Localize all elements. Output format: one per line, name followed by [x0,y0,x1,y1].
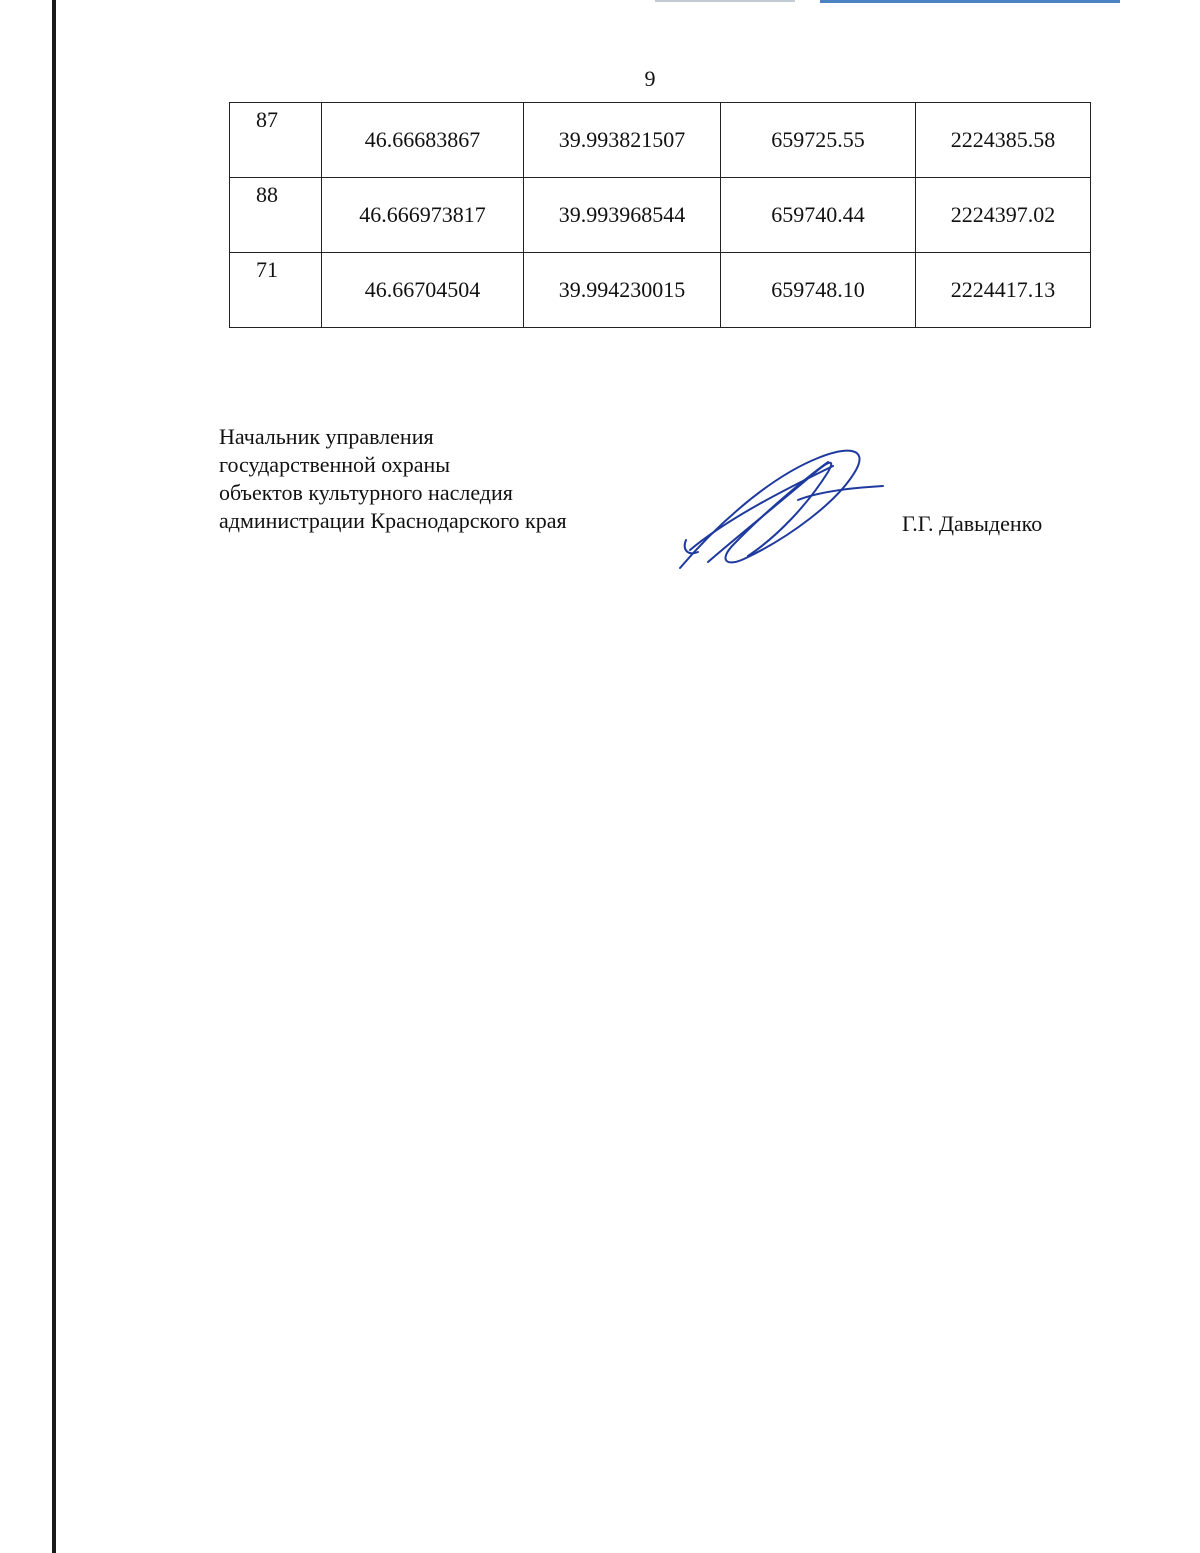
scan-edge-mark-faint [655,0,795,2]
title-line: государственной охраны [219,452,451,477]
point-number: 71 [230,253,322,328]
table-cell: 2224417.13 [916,253,1091,328]
table-cell: 2224397.02 [916,178,1091,253]
table-cell: 659725.55 [721,103,916,178]
point-number: 88 [230,178,322,253]
scan-border [52,0,56,1553]
page-number: 9 [644,66,656,91]
table-cell: 46.666973817 [322,178,524,253]
scan-edge-mark [820,0,1120,3]
title-line: объектов культурного наследия [219,480,513,505]
table-row [230,178,1091,253]
table-cell: 2224385.58 [916,103,1091,178]
signatory-title [219,423,567,535]
title-line: Начальник управления [219,424,434,449]
table-cell: 659748.10 [721,253,916,328]
signer-name: Г.Г. Давыденко [902,511,1043,536]
table-cell: 46.66704504 [322,253,524,328]
title-line: администрации Краснодарского края [219,508,567,533]
coordinates-table [229,102,1091,328]
point-number: 87 [230,103,322,178]
table-cell: 659740.44 [721,178,916,253]
handwritten-signature [668,440,898,580]
table-row [230,103,1091,178]
table-cell: 46.66683867 [322,103,524,178]
table-row [230,253,1091,328]
table-cell: 39.993968544 [524,178,721,253]
table-cell: 39.993821507 [524,103,721,178]
table-cell: 39.994230015 [524,253,721,328]
